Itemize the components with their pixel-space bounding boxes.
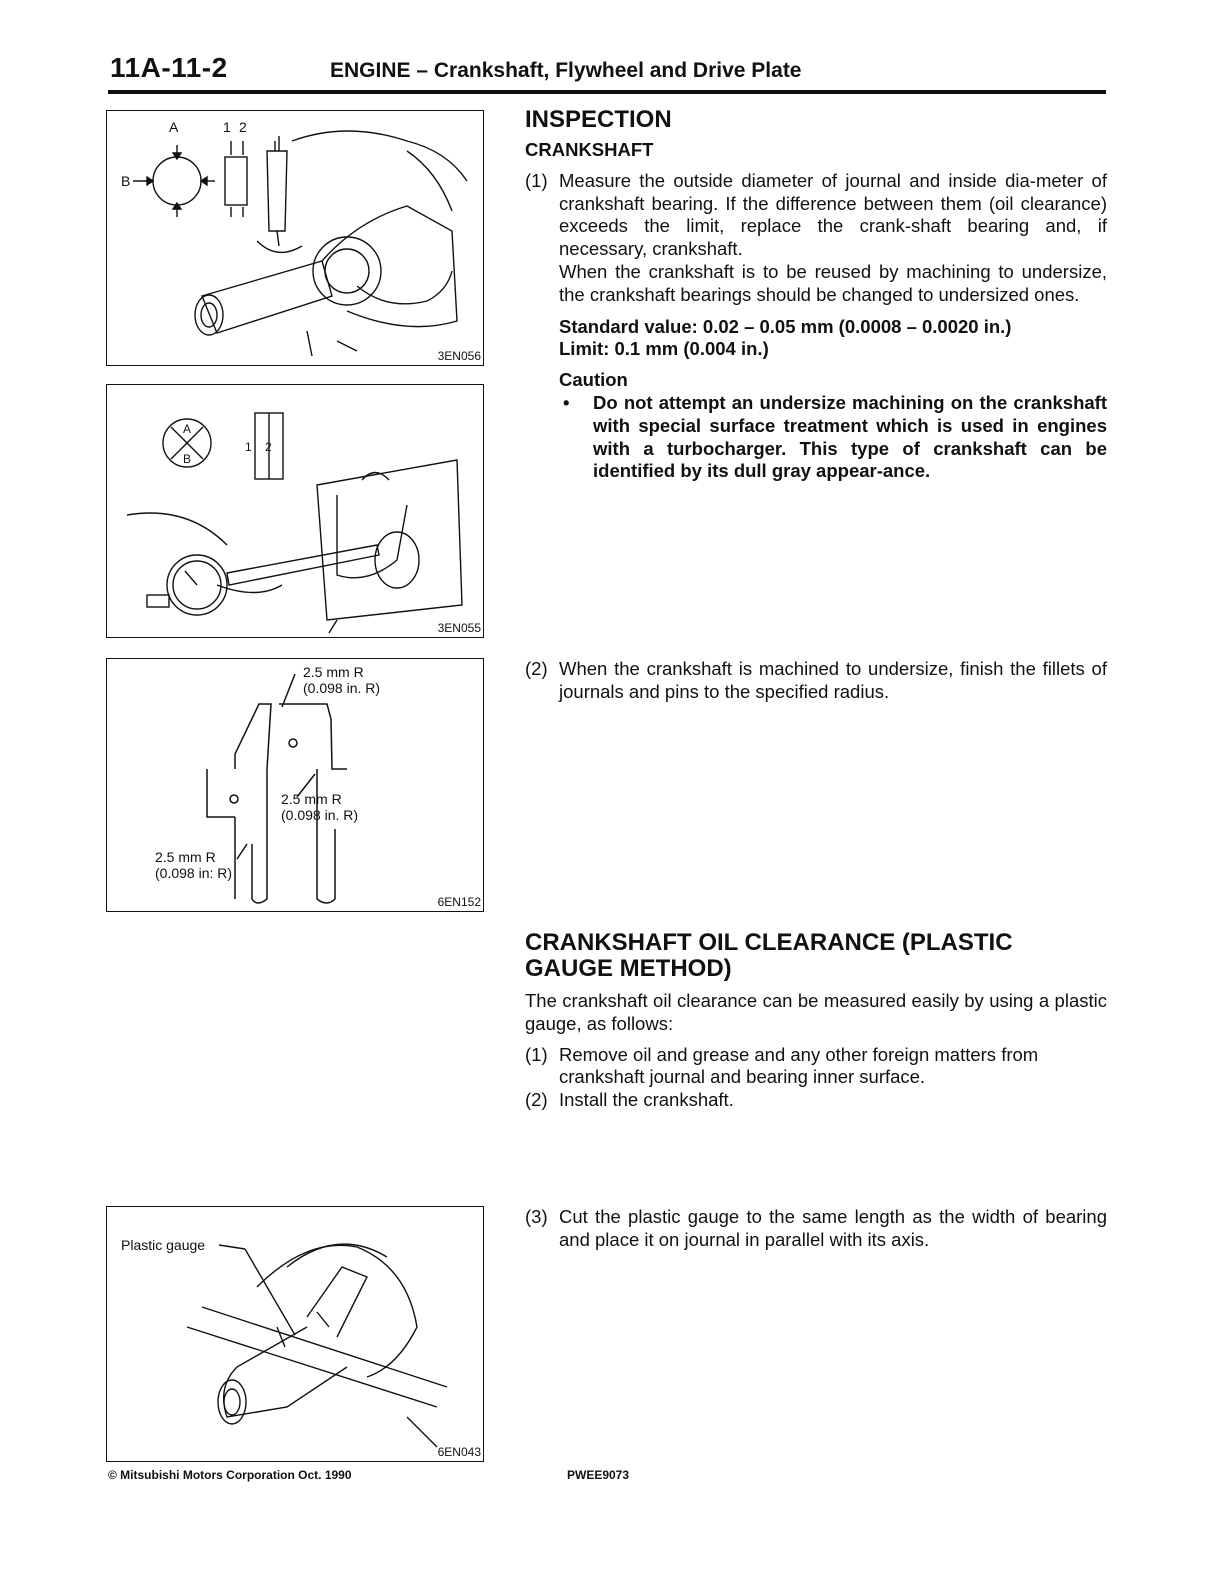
fig2-label-b: B (183, 452, 192, 466)
step-number: (2) (525, 1089, 548, 1111)
page-number: 11A-11-2 (110, 52, 228, 83)
oil-clearance-step-2 (525, 1089, 1107, 1112)
fig4-label-plastic-gauge: Plastic gauge (121, 1237, 206, 1253)
fig2-label-a: A (183, 422, 192, 436)
figure-bore-gauge (106, 384, 484, 638)
step-text: Measure the outside diameter of journal and inside dia-meter of crankshaft bearing. If the difference between them (oil clearance) exceeds the limit, replace the crank-shaft bearing and, if necessary, crankshaft. (559, 169, 1107, 260)
fig2-label-1: 1 (245, 440, 252, 454)
figure-code: 3EN055 (437, 621, 481, 635)
step-text: Install the crankshaft. (559, 1089, 734, 1111)
fig1-label-2: 2 (239, 119, 247, 135)
step-number: (1) (525, 1043, 548, 1065)
fig2-label-2: 2 (265, 440, 272, 454)
figure-code: 6EN152 (437, 895, 481, 909)
fig3-label-mid-2: (0.098 in. R) (281, 807, 359, 823)
bore-gauge-illustration (107, 385, 483, 637)
fig3-label-bot-2: (0.098 in: R) (155, 865, 233, 881)
figure-plastic-gauge (106, 1206, 484, 1462)
inspection-section (525, 107, 1107, 483)
micrometer-illustration (107, 111, 483, 365)
fig1-label-1: 1 (223, 119, 231, 135)
caution-bullet (559, 392, 1107, 483)
step-number: (1) (525, 169, 548, 191)
document-code: PWEE9073 (567, 1468, 630, 1482)
standard-value: Standard value: 0.02 – 0.05 mm (0.0008 – 0.0020 in.) (559, 315, 1012, 337)
step-text: When the crankshaft is machined to undersize, finish the fillets of journals and pins to the specified radius. (559, 658, 1107, 702)
header-rule (108, 90, 1106, 94)
caution-text: Do not attempt an undersize machining on the crankshaft with special surface treatment which is used in engines with a turbocharger. This type of crankshaft can be identified by its dull gray appear-ance. (593, 391, 1107, 482)
inspection-heading: INSPECTION (525, 106, 672, 133)
copyright: © Mitsubishi Motors Corporation Oct. 1990 (108, 1468, 352, 1482)
step-text-continued: When the crankshaft is to be reused by machining to undersize, the crankshaft bearings should be changed to undersized ones. (559, 260, 1107, 305)
inspection-step-2 (525, 658, 1107, 704)
step-text: Cut the plastic gauge to the same length as the width of bearing and place it on journal in parallel with its axis. (559, 1206, 1107, 1250)
oil-clearance-intro: The crankshaft oil clearance can be measured easily by using a plastic gauge, as follows: (525, 990, 1107, 1034)
fig3-label-top-1: 2.5 mm R (303, 664, 364, 680)
step-text: Remove oil and grease and any other foreign matters from crankshaft journal and bearing inner surface. (559, 1043, 1039, 1088)
bullet-dot: • (563, 391, 570, 413)
fig3-label-mid-1: 2.5 mm R (281, 791, 342, 807)
figure-code: 3EN056 (437, 349, 481, 363)
fig3-label-bot-1: 2.5 mm R (155, 849, 216, 865)
fig1-label-a: A (169, 119, 179, 135)
figure-fillet-radius (106, 658, 484, 912)
step-item (525, 658, 1107, 704)
oil-clearance-step-1 (525, 1044, 1107, 1090)
oil-clearance-heading: CRANKSHAFT OIL CLEARANCE (PLASTIC GAUGE METHOD) (525, 929, 1013, 982)
oil-clearance-section (525, 930, 1107, 1112)
step-number: (3) (525, 1206, 548, 1227)
oil-clearance-step-3-block (525, 1206, 1107, 1252)
limit-value: Limit: 0.1 mm (0.004 in.) (559, 338, 769, 360)
crankshaft-subheading: CRANKSHAFT (525, 139, 654, 160)
figure-code: 6EN043 (437, 1445, 481, 1459)
running-title: ENGINE – Crankshaft, Flywheel and Drive Plate (330, 59, 802, 82)
fig3-label-top-2: (0.098 in. R) (303, 680, 381, 696)
figure-micrometer-journal (106, 110, 484, 366)
step-number: (2) (525, 658, 548, 679)
inspection-step-1 (525, 170, 1107, 483)
oil-clearance-step-3 (525, 1206, 1107, 1252)
caution-title: Caution (559, 369, 628, 391)
fig1-label-b: B (121, 173, 131, 189)
